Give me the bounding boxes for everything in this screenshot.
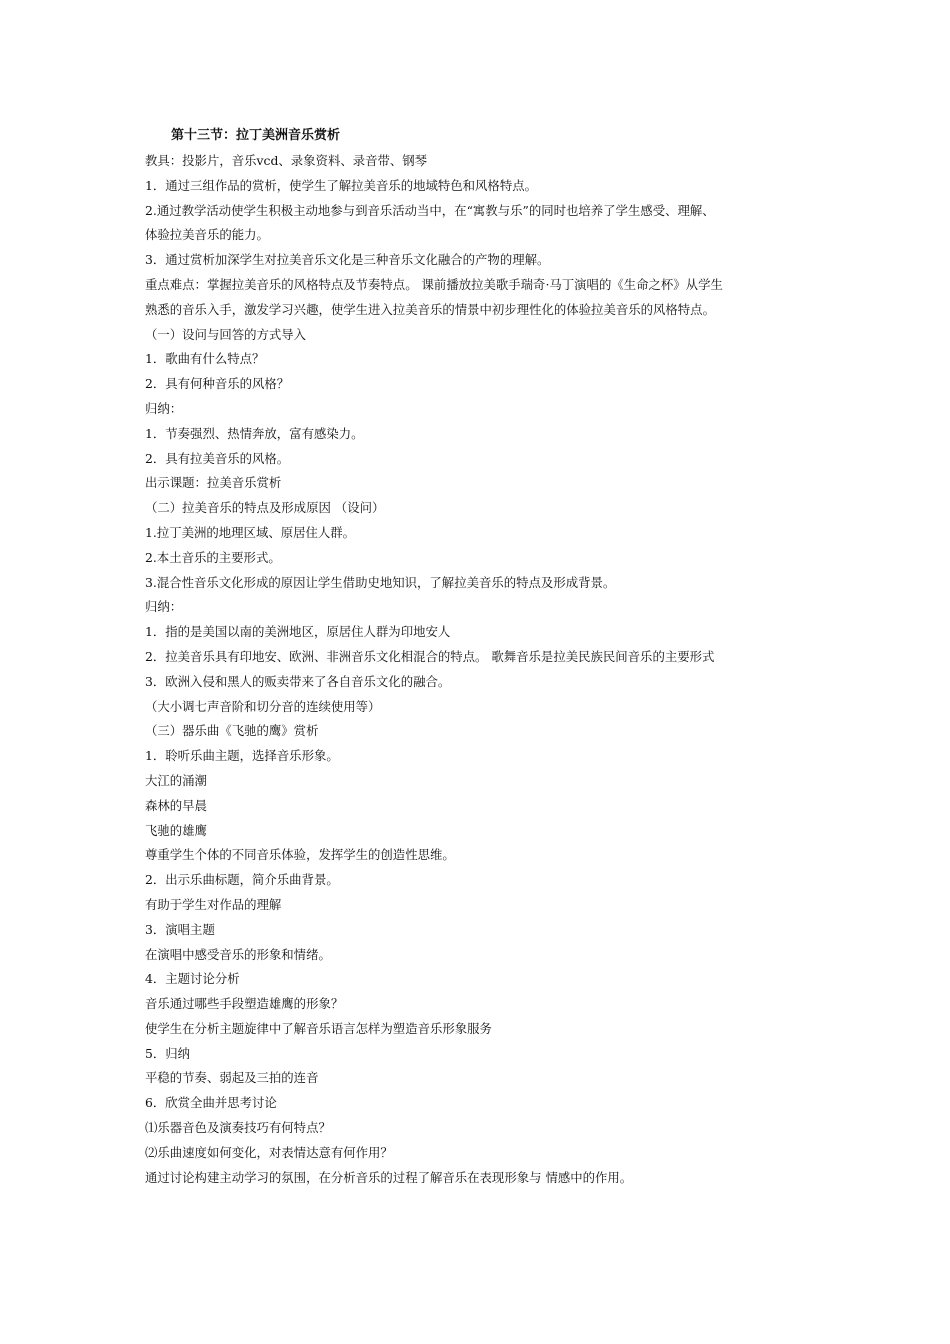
text-line: 音乐通过哪些手段塑造雄鹰的形象？: [145, 996, 344, 1012]
text-line: 4．主题讨论分析: [145, 971, 240, 987]
text-line: ⑴乐器音色及演奏技巧有何特点？: [145, 1120, 331, 1136]
text-line: 尊重学生个体的不同音乐体验，发挥学生的创造性思维。: [145, 847, 455, 863]
text-line: 2.本土音乐的主要形式。: [145, 549, 281, 565]
objective-line: 2.通过教学活动使学生积极主动地参与到音乐活动当中，在“寓教与乐”的同时也培养了学生感受、理解、: [145, 202, 715, 218]
text-line: 1.拉丁美洲的地理区域、原居住人群。: [145, 524, 356, 540]
text-line: （大小调七声音阶和切分音的连续使用等）: [145, 698, 381, 714]
text-line: 飞驰的雄鹰: [145, 822, 207, 838]
text-line: 6．欣赏全曲并思考讨论: [145, 1095, 277, 1111]
text-line: 大江的涌潮: [145, 772, 207, 788]
text-line: 归纳：: [145, 599, 183, 615]
text-line: ⑵乐曲速度如何变化，对表情达意有何作用？: [145, 1144, 393, 1160]
text-line: 2．具有拉美音乐的风格。: [145, 450, 290, 466]
text-line: 1．歌曲有什么特点？: [145, 351, 265, 367]
text-line: 3．演唱主题: [145, 921, 215, 937]
document-body: [145, 125, 825, 1190]
text-line: 1．节奏强烈、热情奔放，富有感染力。: [145, 425, 364, 441]
section-heading: （一）设问与回答的方式导入: [145, 326, 307, 342]
text-line: 使学生在分析主题旋律中了解音乐语言怎样为塑造音乐形象服务: [145, 1020, 492, 1036]
text-line: 3．欧洲入侵和黑人的贩卖带来了各自音乐文化的融合。: [145, 673, 451, 689]
text-line: 2．具有何种音乐的风格？: [145, 376, 290, 392]
text-line: 3.混合性音乐文化形成的原因让学生借助史地知识，了解拉美音乐的特点及形成背景。: [145, 574, 616, 590]
section-heading: （二）拉美音乐的特点及形成原因 （设问）: [145, 500, 385, 516]
text-line: 出示课题：拉美音乐赏析: [145, 475, 282, 491]
key-points-line: 熟悉的音乐入手，激发学习兴趣，使学生进入拉美音乐的情景中初步理性化的体验拉美音乐的风格特点。: [145, 301, 715, 317]
text-line: 平稳的节奏、弱起及三拍的连音: [145, 1070, 319, 1086]
paragraph-list: [145, 149, 825, 1190]
section-title: 第十三节：拉丁美洲音乐赏析: [171, 128, 341, 143]
text-line: 2．拉美音乐具有印地安、欧洲、非洲音乐文化相混合的特点。 歌舞音乐是拉美民族民间音乐的主要形式: [145, 648, 715, 664]
teaching-aids-line: 教具：投影片，音乐vcd、录象资料、录音带、钢琴: [145, 153, 428, 168]
key-points-line: 重点难点：掌握拉美音乐的风格特点及节奏特点。 课前播放拉美歌手瑞奇·马丁演唱的《生命之杯》从学生: [145, 276, 723, 292]
text-line: 在演唱中感受音乐的形象和情绪。: [145, 946, 331, 962]
section-heading: （三）器乐曲《飞驰的鹰》赏析: [145, 723, 319, 739]
objective-line: 3．通过赏析加深学生对拉美音乐文化是三种音乐文化融合的产物的理解。: [145, 252, 550, 268]
objective-line: 1．通过三组作品的赏析，使学生了解拉美音乐的地域特色和风格特点。: [145, 177, 537, 193]
text-line: 5．归纳: [145, 1045, 191, 1061]
text-line: 通过讨论构建主动学习的氛围，在分析音乐的过程了解音乐在表现形象与 情感中的作用。: [145, 1169, 633, 1185]
text-line: 森林的早晨: [145, 797, 207, 813]
text-line: 2．出示乐曲标题，简介乐曲背景。: [145, 872, 339, 888]
text-line: 1．聆听乐曲主题，选择音乐形象。: [145, 748, 339, 764]
text-line: 归纳：: [145, 400, 183, 416]
text-line: 有助于学生对作品的理解: [145, 896, 282, 912]
text-line: 1．指的是美国以南的美洲地区，原居住人群为印地安人: [145, 624, 451, 640]
objective-line: 体验拉美音乐的能力。: [145, 227, 269, 243]
